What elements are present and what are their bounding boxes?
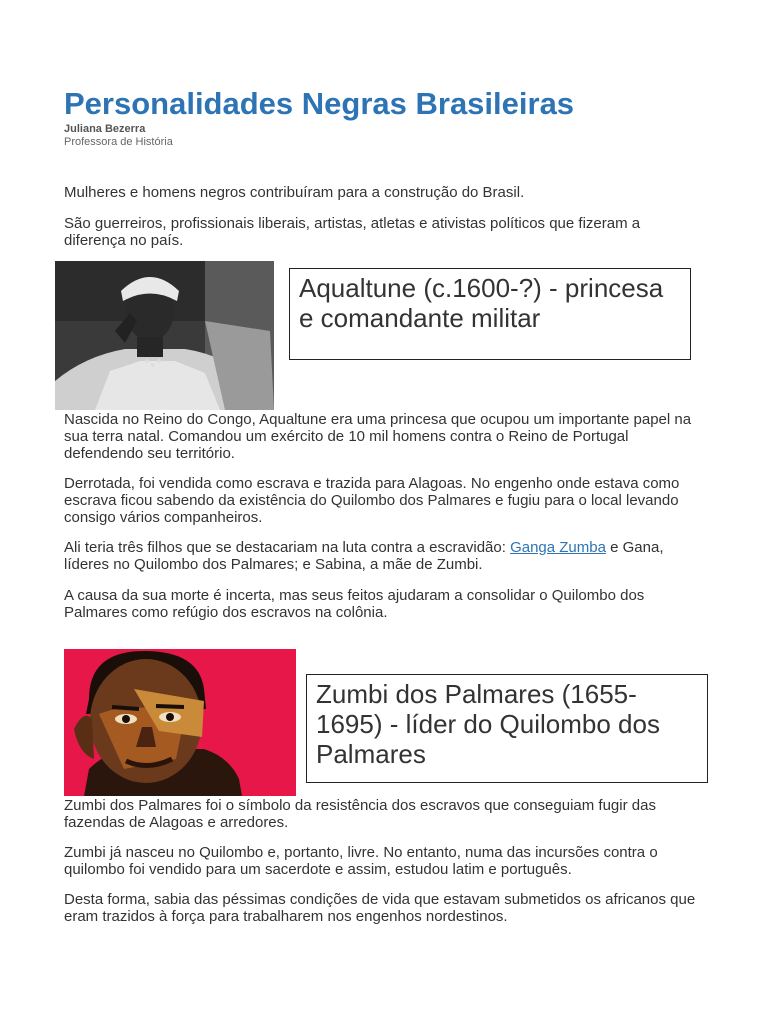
aqualtune-portrait	[55, 261, 274, 410]
aqualtune-heading: Aqualtune (c.1600-?) - princesa e comandante militar	[289, 268, 691, 360]
aqualtune-paragraph-3	[64, 539, 704, 573]
intro-paragraph-2: São guerreiros, profissionais liberais, artistas, atletas e ativistas políticos que fizeram a diferença no país.	[64, 215, 641, 249]
ganga-zumba-link[interactable]: Ganga Zumba	[510, 539, 606, 556]
page-title: Personalidades Negras Brasileiras	[64, 86, 575, 121]
aqualtune-paragraph-1: Nascida no Reino do Congo, Aqualtune era uma princesa que ocupou um importante papel na sua terra natal. Comandou um exército de 10 mil homens contra o Reino de Portugal defendendo seu território.	[64, 411, 692, 462]
aqualtune-paragraph-3-text-before: Ali teria três filhos que se destacariam na luta contra a escravidão:	[64, 539, 511, 556]
aqualtune-paragraph-4: A causa da sua morte é incerta, mas seus feitos ajudaram a consolidar o Quilombo dos Palmares como refúgio dos escravos na colônia.	[64, 587, 645, 621]
zumbi-portrait	[64, 649, 296, 796]
author-name: Juliana Bezerra	[64, 123, 146, 135]
zumbi-paragraph-2: Zumbi já nasceu no Quilombo e, portanto, livre. No entanto, numa das incursões contra o quilombo foi vendido para um sacerdote e assim, estudou latim e português.	[64, 844, 658, 878]
intro-paragraph-1: Mulheres e homens negros contribuíram para a construção do Brasil.	[64, 184, 525, 201]
author-role: Professora de História	[64, 136, 173, 148]
zumbi-paragraph-3: Desta forma, sabia das péssimas condições de vida que estavam submetidos os africanos que eram trazidos à força para trabalharem nos engenhos nordestinos.	[64, 891, 696, 925]
aqualtune-paragraph-2: Derrotada, foi vendida como escrava e trazida para Alagoas. No engenho onde estava como escrava ficou sabendo da existência do Quilombo dos Palmares e fugiu para o local levando consigo vários companheiros.	[64, 475, 680, 526]
zumbi-paragraph-1: Zumbi dos Palmares foi o símbolo da resistência dos escravos que conseguiam fugir das fazendas de Alagoas e arredores.	[64, 797, 656, 831]
zumbi-heading: Zumbi dos Palmares (1655-1695) - líder do Quilombo dos Palmares	[306, 674, 708, 783]
aqualtune-paragraph-3-text-after: e Gana, líderes no Quilombo dos Palmares; e Sabina, a mãe de Zumbi.	[64, 539, 664, 573]
